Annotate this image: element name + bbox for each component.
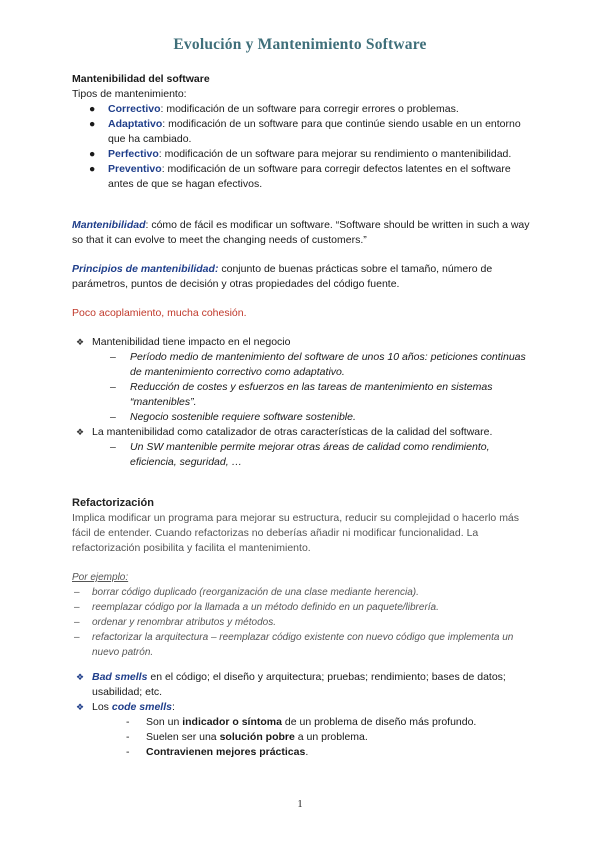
list-item [108,715,532,730]
dash-icon: – [74,617,80,628]
smells-section [72,670,532,760]
sub-item-text: Un SW mantenible permite mejorar otras áreas de calidad como rendimiento, eficiencia, seguridad, … [130,441,490,468]
bad-smells-term: Bad smells [92,671,148,683]
list-item [72,425,532,470]
principles-definition [72,262,532,292]
list-item [72,700,532,760]
principles-text: conjunto de buenas prácticas sobre el tamaño, número de parámetros, puntos de decisión y otras propiedades del código fuente. [72,263,493,290]
list-item [72,162,532,192]
catalyst-label: La mantenibilidad como catalizador de otras características de la calidad del software. [92,426,493,438]
page-number: 1 [297,799,303,810]
dash-icon: – [74,587,80,598]
dash-icon: - [126,731,130,743]
sub-text: Son un [146,716,183,728]
diamond-list [72,335,532,470]
list-item [72,117,532,147]
definition-text: : cómo de fácil es modificar un software. “Software should be written in such a way so that it can evolve to meet the changing needs of customers.” [72,219,530,246]
dash-icon: – [110,411,116,423]
dash-icon: - [126,716,130,728]
sub-text: de un problema de diseño más profundo. [281,716,477,728]
example-text: refactorizar la arquitectura – reemplazar código existente con nuevo código que implementa un nuevo patrón. [92,632,514,658]
business-impact-section [72,335,532,470]
sub-text: a un problema. [294,731,368,743]
list-item [72,600,532,615]
term-description: : modificación de un software para que continúe siendo usable en un entorno que ha cambiado. [108,118,521,145]
list-item [72,147,532,162]
dash-icon: – [110,381,116,393]
sub-item-text: Reducción de costes y esfuerzos en las tareas de mantenimiento en sistemas “mantenibles”. [130,381,493,408]
maintenance-types-intro: Tipos de mantenimiento: [72,88,187,100]
list-item [72,335,532,425]
bullet-icon: ● [89,118,96,130]
bullet-icon: ● [89,103,96,115]
los-text: Los [92,701,112,713]
refactoring-heading: Refactorización [72,497,154,509]
sub-bold: Contravienen mejores prácticas [146,746,306,758]
term-preventive: Preventivo [108,163,162,175]
bullet-icon: ● [89,163,96,175]
diamond-bullet-icon: ❖ [76,427,85,437]
term-description: : modificación de un software para corregir errores o problemas. [160,103,459,115]
diamond-bullet-icon: ❖ [76,337,85,347]
dash-icon: – [110,441,116,453]
list-item [108,730,532,745]
list-item [92,410,532,425]
business-impact-label: Mantenibilidad tiene impacto en el negocio [92,336,291,348]
list-item [108,745,532,760]
list-item [92,380,532,410]
sub-list [92,440,532,470]
sub-item-text: Negocio sostenible requiere software sostenible. [130,411,356,423]
colon-text: : [171,701,175,713]
examples-label: Por ejemplo: [72,572,129,583]
term-description: : modificación de un software para mejorar su rendimiento o mantenibilidad. [158,148,512,160]
dash-icon: – [74,632,80,643]
list-item [72,630,532,660]
list-item [72,615,532,630]
sub-bold: indicador o síntoma [182,716,282,728]
maintainability-definition [72,218,532,248]
dash-icon: - [126,746,130,758]
definition-term: Mantenibilidad [72,219,146,231]
refactoring-section [72,496,532,556]
maintainability-section [72,72,532,192]
page-title: Evolución y Mantenimiento Software [173,36,427,53]
list-item [92,350,532,380]
sub-text: . [305,746,309,758]
bad-smells-text: en el código; el diseño y arquitectura; pruebas; rendimiento; bases de datos; usabilidad; etc. [92,671,506,698]
refactoring-paragraph: Implica modificar un programa para mejorar su estructura, reducir su complejidad o hacerlo más fácil de entender. Cuando refactorizas no deberías añadir ni modificar funcionalidad. La refactorización posibilita y facilita el mantenimiento. [72,512,520,554]
diamond-bullet-icon: ❖ [76,672,85,682]
code-smells-term: code smells [111,701,172,713]
term-adaptive: Adaptativo [108,118,163,130]
diamond-bullet-icon: ❖ [76,702,85,712]
sub-text: Suelen ser una [146,731,220,743]
section-heading: Mantenibilidad del software [72,73,210,85]
example-text: reemplazar código por la llamada a un método definido en un paquete/librería. [92,602,439,613]
dash-icon: – [110,351,116,363]
example-text: borrar código duplicado (reorganización de una clase mediante herencia). [92,587,419,598]
list-item [72,102,532,117]
list-item [72,585,532,600]
coupling-cohesion-note: Poco acoplamiento, mucha cohesión. [72,307,247,319]
maintenance-types-list [72,102,532,192]
term-description: : modificación de un software para corregir defectos latentes en el software antes de que se hagan efectivos. [108,163,511,190]
list-item [72,670,532,700]
term-corrective: Correctivo [108,103,161,115]
term-perfective: Perfectivo [108,148,159,160]
refactoring-examples [72,570,532,660]
sub-list [92,350,532,425]
sub-item-text: Período medio de mantenimiento del software de unos 10 años: peticiones continuas de mantenimiento correctivo como adaptativo. [130,351,526,378]
sub-list [92,715,532,760]
example-text: ordenar y renombrar atributos y métodos. [92,617,276,628]
examples-list [72,585,532,660]
principles-term: Principios de mantenibilidad: [72,263,219,275]
bullet-icon: ● [89,148,96,160]
sub-bold: solución pobre [219,731,295,743]
dash-icon: – [74,602,80,613]
list-item [92,440,532,470]
diamond-list [72,670,532,760]
